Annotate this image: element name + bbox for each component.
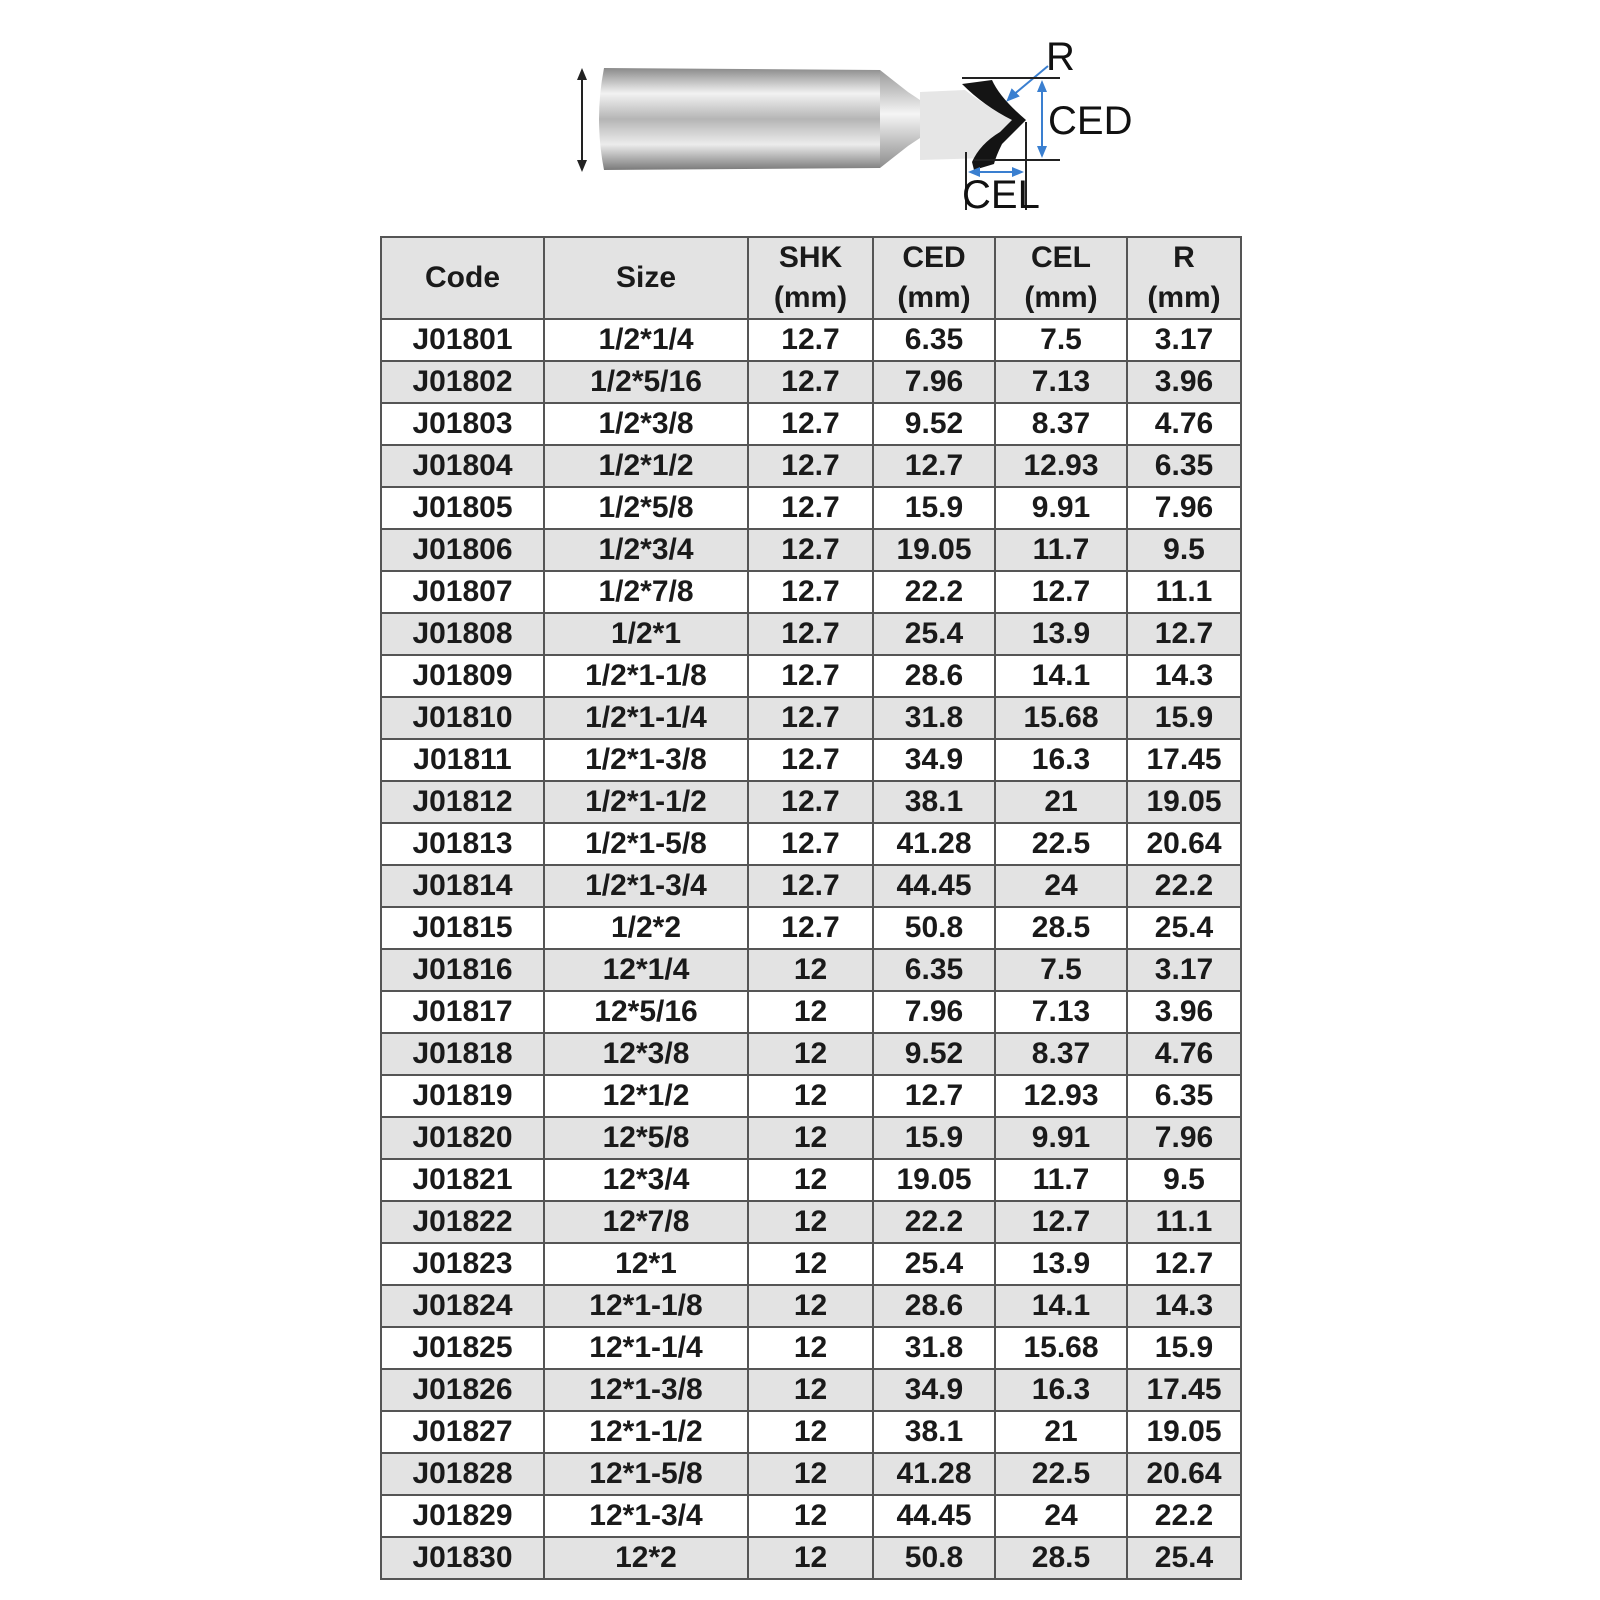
size-cell: 1/2*7/8 <box>544 571 748 613</box>
size-cell: 1/2*1-1/8 <box>544 655 748 697</box>
cel-cell: 8.37 <box>995 1033 1127 1075</box>
cel-cell: 13.9 <box>995 1243 1127 1285</box>
table-row <box>381 1159 1241 1201</box>
r-cell: 20.64 <box>1127 1453 1241 1495</box>
cel-cell: 7.13 <box>995 361 1127 403</box>
code-cell: J01813 <box>381 823 544 865</box>
r-cell: 3.96 <box>1127 991 1241 1033</box>
size-cell: 12*1-3/8 <box>544 1369 748 1411</box>
table-row <box>381 1201 1241 1243</box>
r-cell: 4.76 <box>1127 1033 1241 1075</box>
table-row <box>381 739 1241 781</box>
code-cell: J01804 <box>381 445 544 487</box>
table-row <box>381 445 1241 487</box>
code-cell: J01820 <box>381 1117 544 1159</box>
cel-cell: 22.5 <box>995 1453 1127 1495</box>
ced-cell: 22.2 <box>873 571 995 613</box>
code-cell: J01823 <box>381 1243 544 1285</box>
code-cell: J01809 <box>381 655 544 697</box>
r-cell: 3.17 <box>1127 319 1241 361</box>
size-cell: 12*1-1/2 <box>544 1411 748 1453</box>
ced-cell: 12.7 <box>873 1075 995 1117</box>
table-row <box>381 1369 1241 1411</box>
size-cell: 12*3/4 <box>544 1159 748 1201</box>
cel-cell: 12.93 <box>995 1075 1127 1117</box>
shk-cell: 12.7 <box>748 781 873 823</box>
router-bit-neck <box>880 70 920 168</box>
shk-cell: 12 <box>748 1495 873 1537</box>
cel-cell: 12.7 <box>995 571 1127 613</box>
size-cell: 1/2*1-5/8 <box>544 823 748 865</box>
r-cell: 12.7 <box>1127 1243 1241 1285</box>
code-cell: J01805 <box>381 487 544 529</box>
table-row <box>381 1117 1241 1159</box>
shk-cell: 12 <box>748 991 873 1033</box>
r-cell: 22.2 <box>1127 1495 1241 1537</box>
shk-cell: 12.7 <box>748 361 873 403</box>
table-row <box>381 697 1241 739</box>
table-row <box>381 403 1241 445</box>
table-row <box>381 1033 1241 1075</box>
shk-cell: 12 <box>748 1033 873 1075</box>
code-cell: J01815 <box>381 907 544 949</box>
size-cell: 12*1-1/4 <box>544 1327 748 1369</box>
code-cell: J01822 <box>381 1201 544 1243</box>
size-cell: 12*5/8 <box>544 1117 748 1159</box>
cel-cell: 12.7 <box>995 1201 1127 1243</box>
code-cell: J01812 <box>381 781 544 823</box>
table-row <box>381 655 1241 697</box>
shk-cell: 12.7 <box>748 529 873 571</box>
r-cell: 6.35 <box>1127 1075 1241 1117</box>
r-cell: 17.45 <box>1127 739 1241 781</box>
size-cell: 1/2*2 <box>544 907 748 949</box>
size-cell: 12*1/4 <box>544 949 748 991</box>
code-cell: J01801 <box>381 319 544 361</box>
ced-cell: 38.1 <box>873 781 995 823</box>
table-row <box>381 949 1241 991</box>
size-cell: 1/2*1/2 <box>544 445 748 487</box>
cel-cell: 16.3 <box>995 739 1127 781</box>
cel-cell: 15.68 <box>995 697 1127 739</box>
ced-cell: 6.35 <box>873 949 995 991</box>
ced-cell: 31.8 <box>873 697 995 739</box>
shk-cell: 12.7 <box>748 571 873 613</box>
shk-cell: 12.7 <box>748 907 873 949</box>
header-code: Code <box>381 237 544 319</box>
shk-cell: 12 <box>748 1201 873 1243</box>
cel-cell: 22.5 <box>995 823 1127 865</box>
r-cell: 9.5 <box>1127 1159 1241 1201</box>
size-cell: 12*2 <box>544 1537 748 1579</box>
shk-cell: 12 <box>748 1159 873 1201</box>
table-row <box>381 1411 1241 1453</box>
shk-cell: 12.7 <box>748 445 873 487</box>
header-cel: CEL (mm) <box>995 237 1127 319</box>
r-cell: 9.5 <box>1127 529 1241 571</box>
code-cell: J01806 <box>381 529 544 571</box>
r-cell: 11.1 <box>1127 1201 1241 1243</box>
ced-cell: 6.35 <box>873 319 995 361</box>
r-cell: 15.9 <box>1127 697 1241 739</box>
ced-cell: 34.9 <box>873 739 995 781</box>
cel-cell: 11.7 <box>995 1159 1127 1201</box>
code-cell: J01821 <box>381 1159 544 1201</box>
table-row <box>381 823 1241 865</box>
cel-cell: 16.3 <box>995 1369 1127 1411</box>
shk-cell: 12.7 <box>748 319 873 361</box>
r-cell: 14.3 <box>1127 655 1241 697</box>
ced-cell: 9.52 <box>873 1033 995 1075</box>
size-cell: 12*3/8 <box>544 1033 748 1075</box>
r-cell: 15.9 <box>1127 1327 1241 1369</box>
ced-cell: 25.4 <box>873 1243 995 1285</box>
ced-cell: 22.2 <box>873 1201 995 1243</box>
code-cell: J01829 <box>381 1495 544 1537</box>
shk-cell: 12 <box>748 1243 873 1285</box>
shk-cell: 12.7 <box>748 487 873 529</box>
ced-cell: 19.05 <box>873 529 995 571</box>
cel-cell: 24 <box>995 1495 1127 1537</box>
header-shk: SHK (mm) <box>748 237 873 319</box>
table-row <box>381 1075 1241 1117</box>
ced-cell: 50.8 <box>873 907 995 949</box>
cel-cell: 8.37 <box>995 403 1127 445</box>
shk-cell: 12 <box>748 1453 873 1495</box>
cel-cell: 7.5 <box>995 949 1127 991</box>
code-cell: J01817 <box>381 991 544 1033</box>
code-cell: J01830 <box>381 1537 544 1579</box>
header-r: R (mm) <box>1127 237 1241 319</box>
shk-cell: 12 <box>748 1285 873 1327</box>
r-cell: 19.05 <box>1127 1411 1241 1453</box>
r-cell: 7.96 <box>1127 1117 1241 1159</box>
code-cell: J01824 <box>381 1285 544 1327</box>
size-cell: 12*1 <box>544 1243 748 1285</box>
cel-cell: 9.91 <box>995 1117 1127 1159</box>
size-cell: 12*1-1/8 <box>544 1285 748 1327</box>
table-row <box>381 319 1241 361</box>
table-row <box>381 613 1241 655</box>
code-cell: J01818 <box>381 1033 544 1075</box>
ced-cell: 41.28 <box>873 823 995 865</box>
r-cell: 14.3 <box>1127 1285 1241 1327</box>
shk-cell: 12.7 <box>748 655 873 697</box>
router-bit-diagram <box>560 40 1160 230</box>
cel-cell: 14.1 <box>995 1285 1127 1327</box>
ced-cell: 31.8 <box>873 1327 995 1369</box>
cel-cell: 7.13 <box>995 991 1127 1033</box>
size-cell: 1/2*1-1/4 <box>544 697 748 739</box>
r-cell: 3.96 <box>1127 361 1241 403</box>
table-row <box>381 1243 1241 1285</box>
r-cell: 7.96 <box>1127 487 1241 529</box>
size-cell: 1/2*3/8 <box>544 403 748 445</box>
table-row <box>381 529 1241 571</box>
code-cell: J01808 <box>381 613 544 655</box>
code-cell: J01814 <box>381 865 544 907</box>
ced-cell: 41.28 <box>873 1453 995 1495</box>
size-cell: 1/2*1 <box>544 613 748 655</box>
cel-cell: 12.93 <box>995 445 1127 487</box>
code-cell: J01810 <box>381 697 544 739</box>
cel-cell: 28.5 <box>995 1537 1127 1579</box>
table-row <box>381 865 1241 907</box>
size-cell: 1/2*1-3/8 <box>544 739 748 781</box>
size-cell: 12*1-5/8 <box>544 1453 748 1495</box>
size-cell: 12*1-3/4 <box>544 1495 748 1537</box>
size-cell: 1/2*5/16 <box>544 361 748 403</box>
shk-cell: 12.7 <box>748 403 873 445</box>
code-cell: J01802 <box>381 361 544 403</box>
router-bit-shank <box>599 68 880 170</box>
table-row <box>381 571 1241 613</box>
table-row <box>381 1285 1241 1327</box>
r-cell: 17.45 <box>1127 1369 1241 1411</box>
r-cell: 25.4 <box>1127 1537 1241 1579</box>
code-cell: J01825 <box>381 1327 544 1369</box>
header-size: Size <box>544 237 748 319</box>
table-row <box>381 1327 1241 1369</box>
shk-cell: 12 <box>748 1327 873 1369</box>
ced-cell: 15.9 <box>873 487 995 529</box>
r-cell: 25.4 <box>1127 907 1241 949</box>
cel-cell: 7.5 <box>995 319 1127 361</box>
r-cell: 19.05 <box>1127 781 1241 823</box>
code-cell: J01828 <box>381 1453 544 1495</box>
size-cell: 1/2*5/8 <box>544 487 748 529</box>
table-row <box>381 781 1241 823</box>
r-cell: 11.1 <box>1127 571 1241 613</box>
shk-cell: 12.7 <box>748 823 873 865</box>
r-cell: 3.17 <box>1127 949 1241 991</box>
size-cell: 1/2*1/4 <box>544 319 748 361</box>
r-cell: 20.64 <box>1127 823 1241 865</box>
ced-label: CED <box>1048 99 1133 143</box>
shk-cell: 12 <box>748 1117 873 1159</box>
cel-cell: 21 <box>995 781 1127 823</box>
table-row <box>381 907 1241 949</box>
shk-cell: 12.7 <box>748 739 873 781</box>
header-ced: CED (mm) <box>873 237 995 319</box>
code-cell: J01826 <box>381 1369 544 1411</box>
cel-cell: 9.91 <box>995 487 1127 529</box>
shk-cell: 12.7 <box>748 697 873 739</box>
table-row <box>381 991 1241 1033</box>
cel-label: CEL <box>962 173 1040 217</box>
shk-cell: 12 <box>748 949 873 991</box>
r-cell: 6.35 <box>1127 445 1241 487</box>
code-cell: J01827 <box>381 1411 544 1453</box>
code-cell: J01819 <box>381 1075 544 1117</box>
cel-cell: 28.5 <box>995 907 1127 949</box>
code-cell: J01816 <box>381 949 544 991</box>
ced-cell: 38.1 <box>873 1411 995 1453</box>
size-cell: 1/2*3/4 <box>544 529 748 571</box>
size-cell: 12*7/8 <box>544 1201 748 1243</box>
ced-cell: 12.7 <box>873 445 995 487</box>
shk-cell: 12 <box>748 1369 873 1411</box>
cel-cell: 15.68 <box>995 1327 1127 1369</box>
table-header-row <box>381 237 1241 319</box>
ced-cell: 44.45 <box>873 1495 995 1537</box>
ced-cell: 28.6 <box>873 1285 995 1327</box>
cel-cell: 14.1 <box>995 655 1127 697</box>
cel-cell: 13.9 <box>995 613 1127 655</box>
table-row <box>381 361 1241 403</box>
size-cell: 1/2*1-1/2 <box>544 781 748 823</box>
code-cell: J01811 <box>381 739 544 781</box>
cel-cell: 11.7 <box>995 529 1127 571</box>
size-cell: 12*1/2 <box>544 1075 748 1117</box>
r-cell: 12.7 <box>1127 613 1241 655</box>
ced-cell: 7.96 <box>873 991 995 1033</box>
ced-cell: 44.45 <box>873 865 995 907</box>
r-cell: 4.76 <box>1127 403 1241 445</box>
size-cell: 12*5/16 <box>544 991 748 1033</box>
r-label: R <box>1046 40 1075 79</box>
table-row <box>381 1537 1241 1579</box>
ced-cell: 25.4 <box>873 613 995 655</box>
shank-diameter-arrow <box>577 68 587 172</box>
shk-cell: 12 <box>748 1411 873 1453</box>
ced-cell: 28.6 <box>873 655 995 697</box>
cel-cell: 24 <box>995 865 1127 907</box>
shk-cell: 12 <box>748 1075 873 1117</box>
table-row <box>381 487 1241 529</box>
cel-cell: 21 <box>995 1411 1127 1453</box>
spec-table <box>380 236 1242 1580</box>
shk-cell: 12.7 <box>748 865 873 907</box>
ced-cell: 15.9 <box>873 1117 995 1159</box>
ced-cell: 34.9 <box>873 1369 995 1411</box>
ced-cell: 19.05 <box>873 1159 995 1201</box>
code-cell: J01807 <box>381 571 544 613</box>
shk-cell: 12 <box>748 1537 873 1579</box>
ced-cell: 9.52 <box>873 403 995 445</box>
size-cell: 1/2*1-3/4 <box>544 865 748 907</box>
ced-cell: 7.96 <box>873 361 995 403</box>
ced-cell: 50.8 <box>873 1537 995 1579</box>
table-row <box>381 1453 1241 1495</box>
shk-cell: 12.7 <box>748 613 873 655</box>
code-cell: J01803 <box>381 403 544 445</box>
table-row <box>381 1495 1241 1537</box>
r-cell: 22.2 <box>1127 865 1241 907</box>
